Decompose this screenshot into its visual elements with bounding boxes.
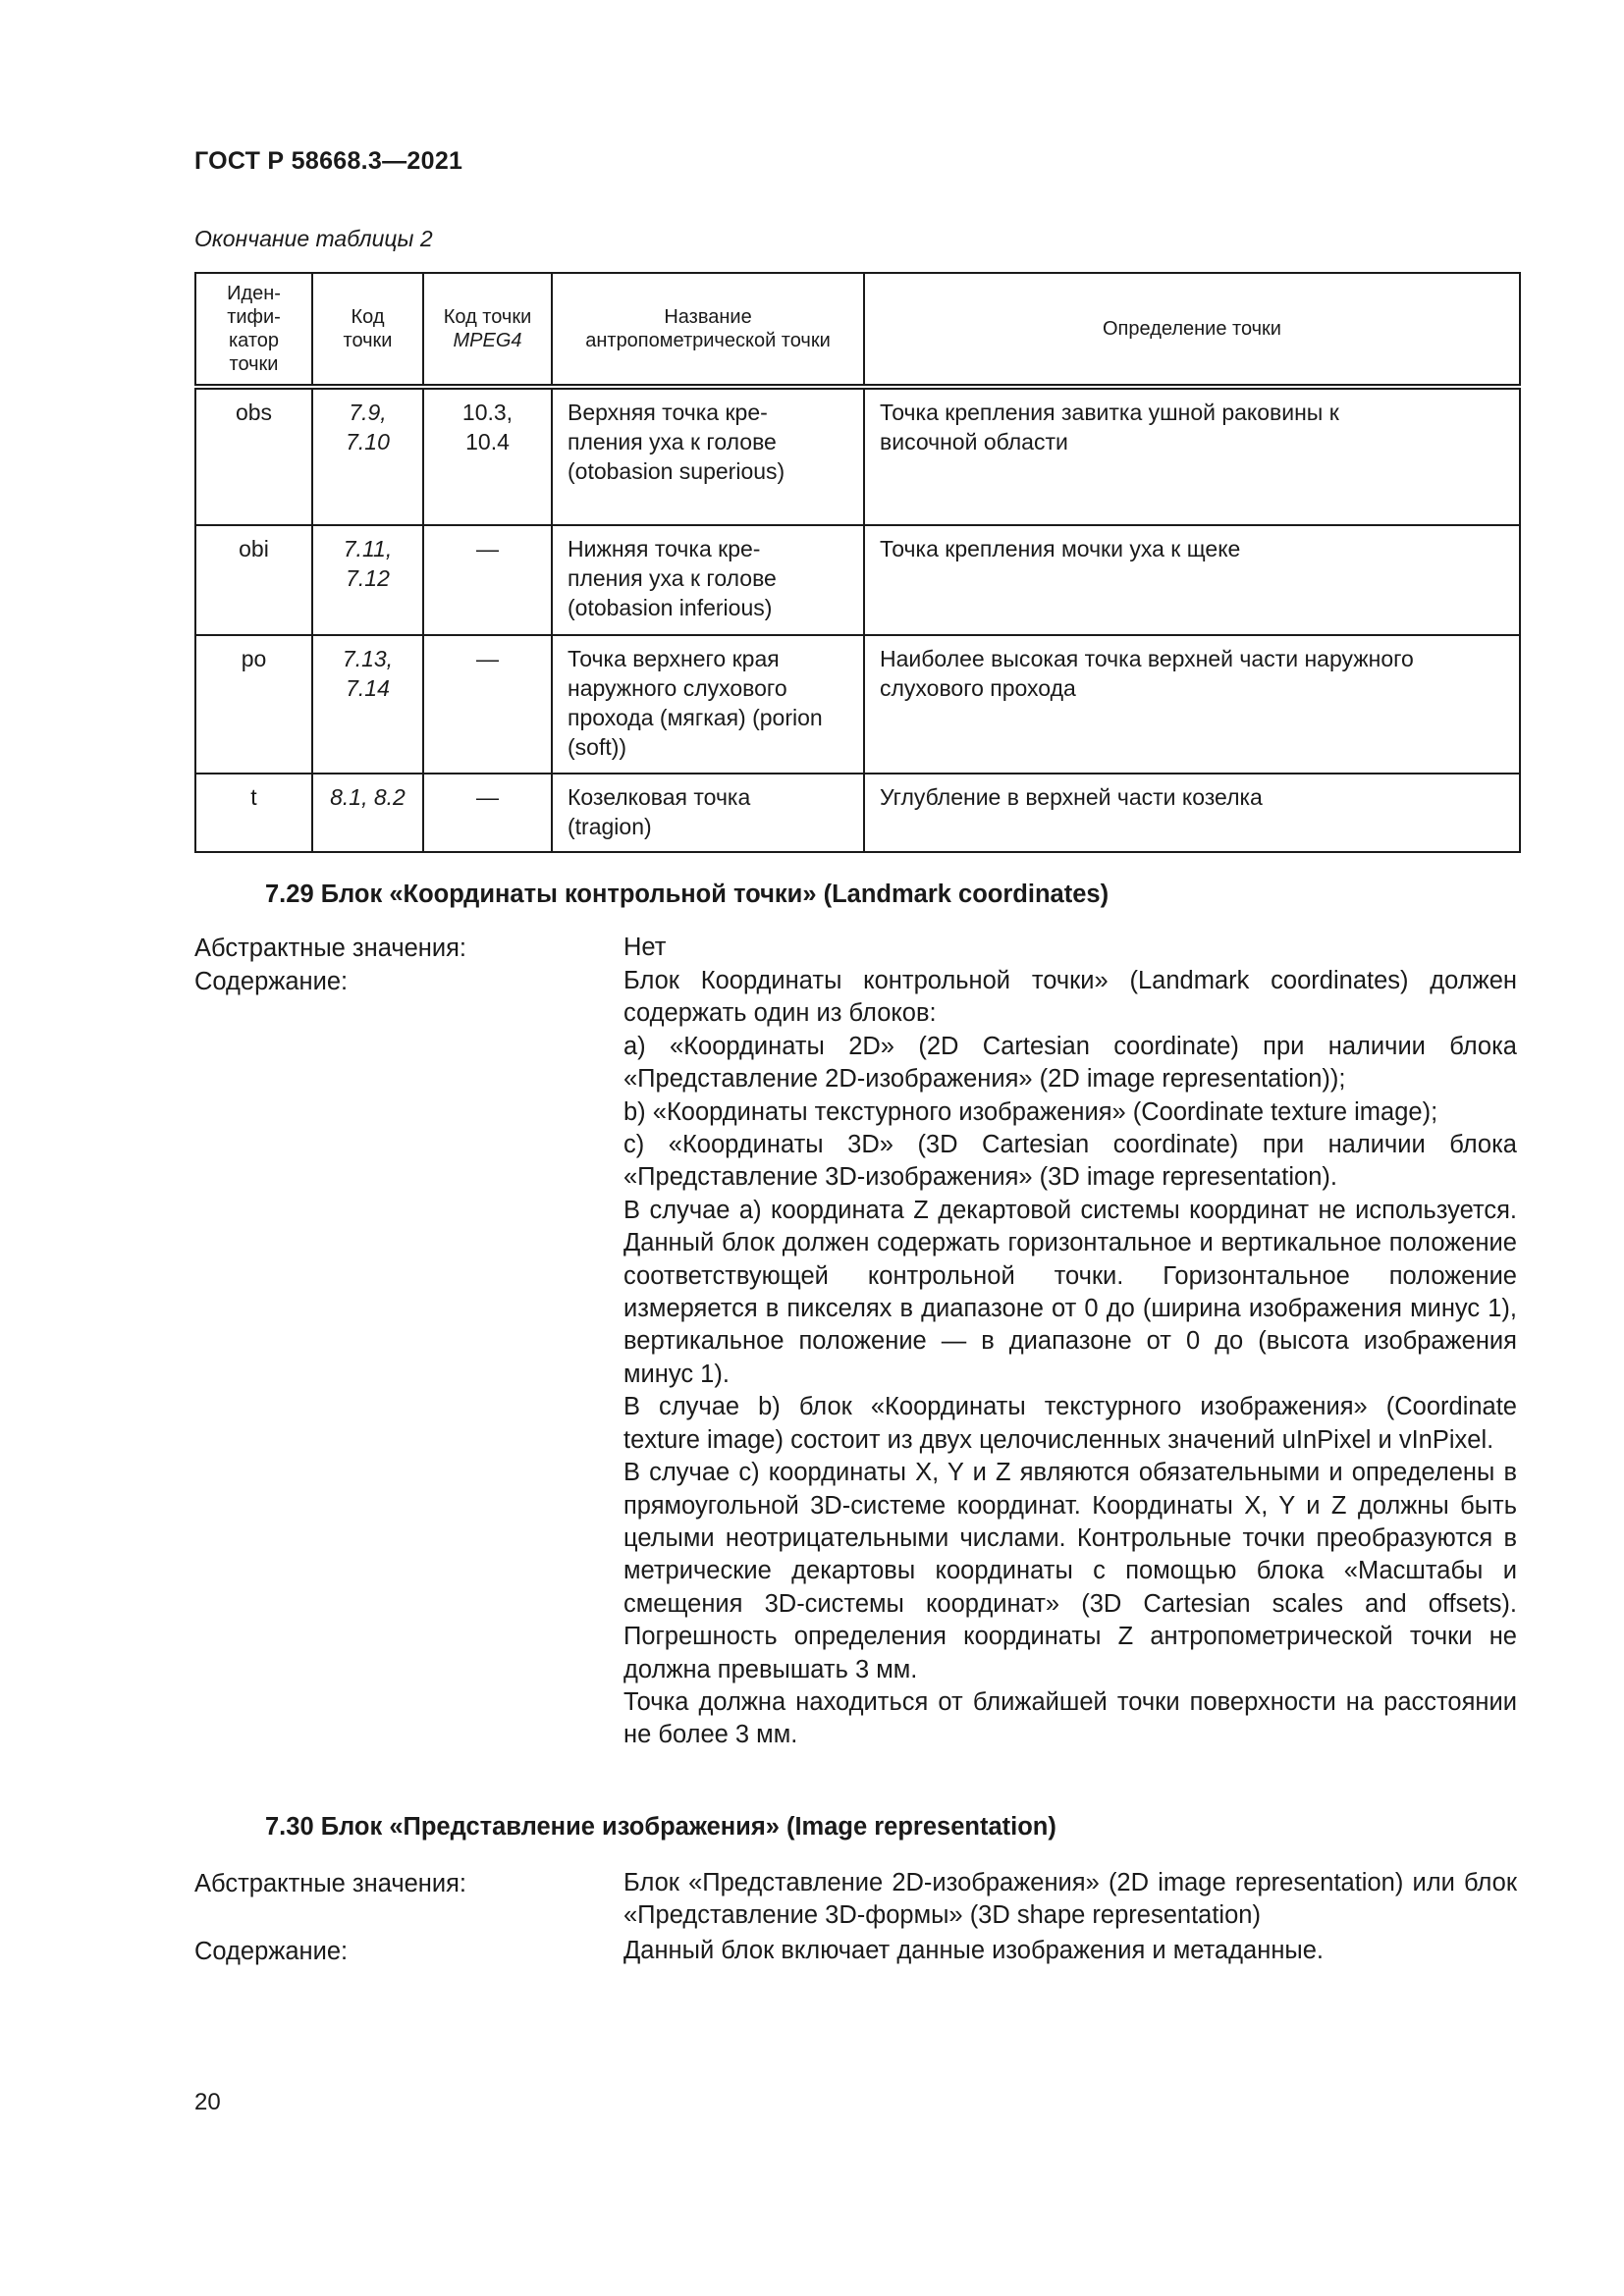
section-729-title: 7.29 Блок «Координаты контрольной точки» (Landmark coordinates) <box>265 881 1110 908</box>
section-729-abstract-value: Нет <box>623 934 667 961</box>
table-caption: Окончание таблицы 2 <box>194 226 433 251</box>
document-header: ГОСТ Р 58668.3—2021 <box>194 147 463 175</box>
section-730-content-value: Данный блок включает данные изображения и метаданные. <box>623 1937 1324 1964</box>
table-row <box>195 387 1520 525</box>
paragraph: b) «Координаты текстурного изображения» (Coordinate texture image); <box>623 1097 1438 1126</box>
cell-id: obs <box>195 387 312 525</box>
cell-name: Точка верхнего края наружного слухового прохода (мягкая) (porion (soft)) <box>552 635 864 774</box>
table-row <box>195 635 1520 774</box>
paragraph: В случае а) координата Z декартовой системы координат не используется. Данный блок должен содержать горизонтальное и вертикальное положение соответствующей контрольной точки. Горизонтальное положение измеряется в пикселях в диапазоне от 0 до (ширина изображения минус 1), вертикальное положение — в диапазоне от 0 до (высота изображения минус 1). <box>623 1196 1517 1388</box>
cell-definition: Углубление в верхней части козелка <box>864 774 1520 852</box>
cell-name: Козелковая точка (tragion) <box>552 774 864 852</box>
cell-code: 7.9, 7.10 <box>312 387 423 525</box>
col-header-id: Иден- тифи- катор точки <box>195 273 312 387</box>
cell-definition: Точка крепления мочки уха к щеке <box>864 525 1520 635</box>
paragraph: c) «Координаты 3D» (3D Cartesian coordinate) при наличии блока «Представление 3D-изображения» (3D image representation). <box>623 1131 1517 1192</box>
cell-name: Верхняя точка кре- пления уха к голове (otobasion superious) <box>552 387 864 525</box>
cell-code: 8.1, 8.2 <box>312 774 423 852</box>
section-729-content-label: Содержание: <box>194 968 349 995</box>
col-header-definition: Определение точки <box>864 273 1520 387</box>
paragraph: a) «Координаты 2D» (2D Cartesian coordinate) при наличии блока «Представление 2D-изображения» (2D image representation)); <box>623 1032 1517 1094</box>
section-729-content <box>623 965 1517 1752</box>
paragraph: В случае b) блок «Координаты текстурного изображения» (Coordinate texture image) состоит из двух целочисленных значений uInPixel и vInPixel. <box>623 1393 1517 1454</box>
col-header-name: Название антропометрической точки <box>552 273 864 387</box>
cell-id: po <box>195 635 312 774</box>
table-row <box>195 525 1520 635</box>
cell-id: t <box>195 774 312 852</box>
cell-mpeg: 10.3, 10.4 <box>423 387 552 525</box>
col-header-mpeg: Код точки MPEG4 <box>423 273 552 387</box>
section-730-content-label: Содержание: <box>194 1938 349 1965</box>
landmark-table <box>194 272 1521 853</box>
cell-id: obi <box>195 525 312 635</box>
paragraph: Блок Координаты контрольной точки» (Landmark coordinates) должен содержать один из блоков: <box>623 967 1517 1028</box>
table-header-row <box>195 273 1520 387</box>
table-row <box>195 774 1520 852</box>
cell-definition: Наиболее высокая точка верхней части наружного слухового прохода <box>864 635 1520 774</box>
cell-mpeg: — <box>423 635 552 774</box>
cell-code: 7.13, 7.14 <box>312 635 423 774</box>
cell-definition: Точка крепления завитка ушной раковины к височной области <box>864 387 1520 525</box>
cell-code: 7.11, 7.12 <box>312 525 423 635</box>
page-number: 20 <box>194 2089 221 2115</box>
section-730-abstract-value: Блок «Представление 2D-изображения» (2D image representation) или блок «Представление 3D-формы» (3D shape representation) <box>623 1869 1517 1930</box>
section-730-abstract-label: Абстрактные значения: <box>194 1870 467 1897</box>
paragraph: В случае с) координаты X, Y и Z являются обязательными и определены в прямоугольной 3D-системе координат. Координаты X, Y и Z должны быть целыми неотрицательными числами. Контрольные точки преобразуются в метрические декартовы координаты с помощью блока «Масштабы и смещения 3D-системы координат» (3D Cartesian scales and offsets). Погрешность определения координаты Z антропометрической точки не должна превышать 3 мм. <box>623 1459 1517 1683</box>
cell-name: Нижняя точка кре- пления уха к голове (otobasion inferious) <box>552 525 864 635</box>
col-header-code: Код точки <box>312 273 423 387</box>
cell-mpeg: — <box>423 525 552 635</box>
paragraph: Точка должна находиться от ближайшей точки поверхности на расстоянии не более 3 мм. <box>623 1687 1517 1749</box>
section-729-abstract-label: Абстрактные значения: <box>194 934 467 962</box>
cell-mpeg: — <box>423 774 552 852</box>
section-730-title: 7.30 Блок «Представление изображения» (Image representation) <box>265 1813 1056 1841</box>
